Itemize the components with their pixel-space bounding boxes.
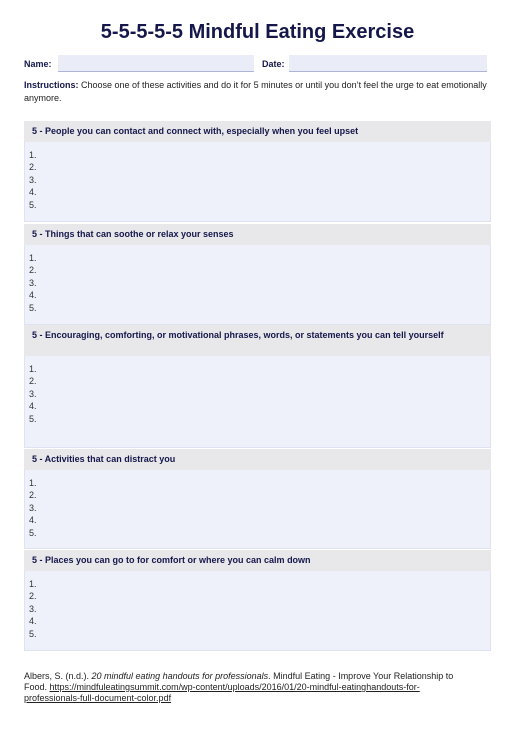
name-label: Name:	[24, 59, 52, 69]
list-item: 4.	[29, 401, 37, 412]
list-item: 1.	[29, 150, 37, 160]
instructions-label: Instructions:	[24, 80, 79, 90]
section-places	[24, 550, 491, 651]
list-item: 3.	[29, 603, 37, 614]
section-answer-area[interactable]	[24, 356, 491, 448]
list-item: 3.	[29, 277, 37, 288]
list-item: 5.	[29, 628, 37, 639]
list-item: 1.	[29, 579, 37, 589]
section-activities	[24, 449, 491, 549]
section-heading: 5 - People you can contact and connect with, especially when you feel upset	[24, 121, 491, 142]
list-item: 2.	[29, 490, 37, 501]
section-phrases	[24, 325, 491, 448]
list-item: 4.	[29, 515, 37, 526]
section-people	[24, 121, 491, 222]
page-title: 5-5-5-5-5 Mindful Eating Exercise	[100, 21, 415, 43]
section-heading: 5 - Places you can go to for comfort or where you can calm down	[24, 550, 491, 571]
date-label: Date:	[262, 59, 285, 69]
citation-source: . Mindful Eating - Improve Your Relationship to Food.	[24, 671, 454, 692]
list-item: 4.	[29, 290, 37, 301]
date-field[interactable]	[289, 55, 487, 72]
citation-link[interactable]: https://mindfuleatingsummit.com/wp-content/uploads/2016/01/20-mindful-eatinghandouts-for-professionals-full-document-color.pdf	[24, 682, 420, 703]
list-item: 1.	[29, 253, 37, 263]
list-item: 3.	[29, 388, 37, 399]
list-item: 3.	[29, 502, 37, 513]
name-field[interactable]	[58, 55, 254, 72]
list-item: 2.	[29, 162, 37, 173]
list-item: 5.	[29, 199, 37, 210]
section-answer-area[interactable]	[24, 470, 491, 549]
list-item: 1.	[29, 478, 37, 488]
section-heading: 5 - Activities that can distract you	[24, 449, 491, 470]
list-item: 4.	[29, 616, 37, 627]
citation-author: Albers, S. (n.d.).	[24, 671, 92, 681]
instructions-text: Choose one of these activities and do it for 5 minutes or until you don’t feel the urge to eat emotionally anymore.	[24, 80, 487, 103]
section-answer-area[interactable]	[24, 571, 491, 651]
list-item: 2.	[29, 591, 37, 602]
section-senses	[24, 224, 491, 325]
list-item: 2.	[29, 376, 37, 387]
section-answer-area[interactable]	[24, 245, 491, 325]
list-item: 2.	[29, 265, 37, 276]
section-answer-area[interactable]	[24, 142, 491, 222]
section-heading: 5 - Encouraging, comforting, or motivational phrases, words, or statements you can tell yourself	[24, 325, 491, 356]
list-item: 5.	[29, 413, 37, 424]
instructions	[24, 79, 491, 104]
citation-title: 20 mindful eating handouts for professionals	[91, 671, 269, 681]
section-heading: 5 - Things that can soothe or relax your senses	[24, 224, 491, 245]
list-item: 5.	[29, 527, 37, 538]
list-item: 3.	[29, 174, 37, 185]
list-item: 1.	[29, 364, 37, 374]
citation	[24, 671, 465, 704]
list-item: 4.	[29, 187, 37, 198]
list-item: 5.	[29, 302, 37, 313]
